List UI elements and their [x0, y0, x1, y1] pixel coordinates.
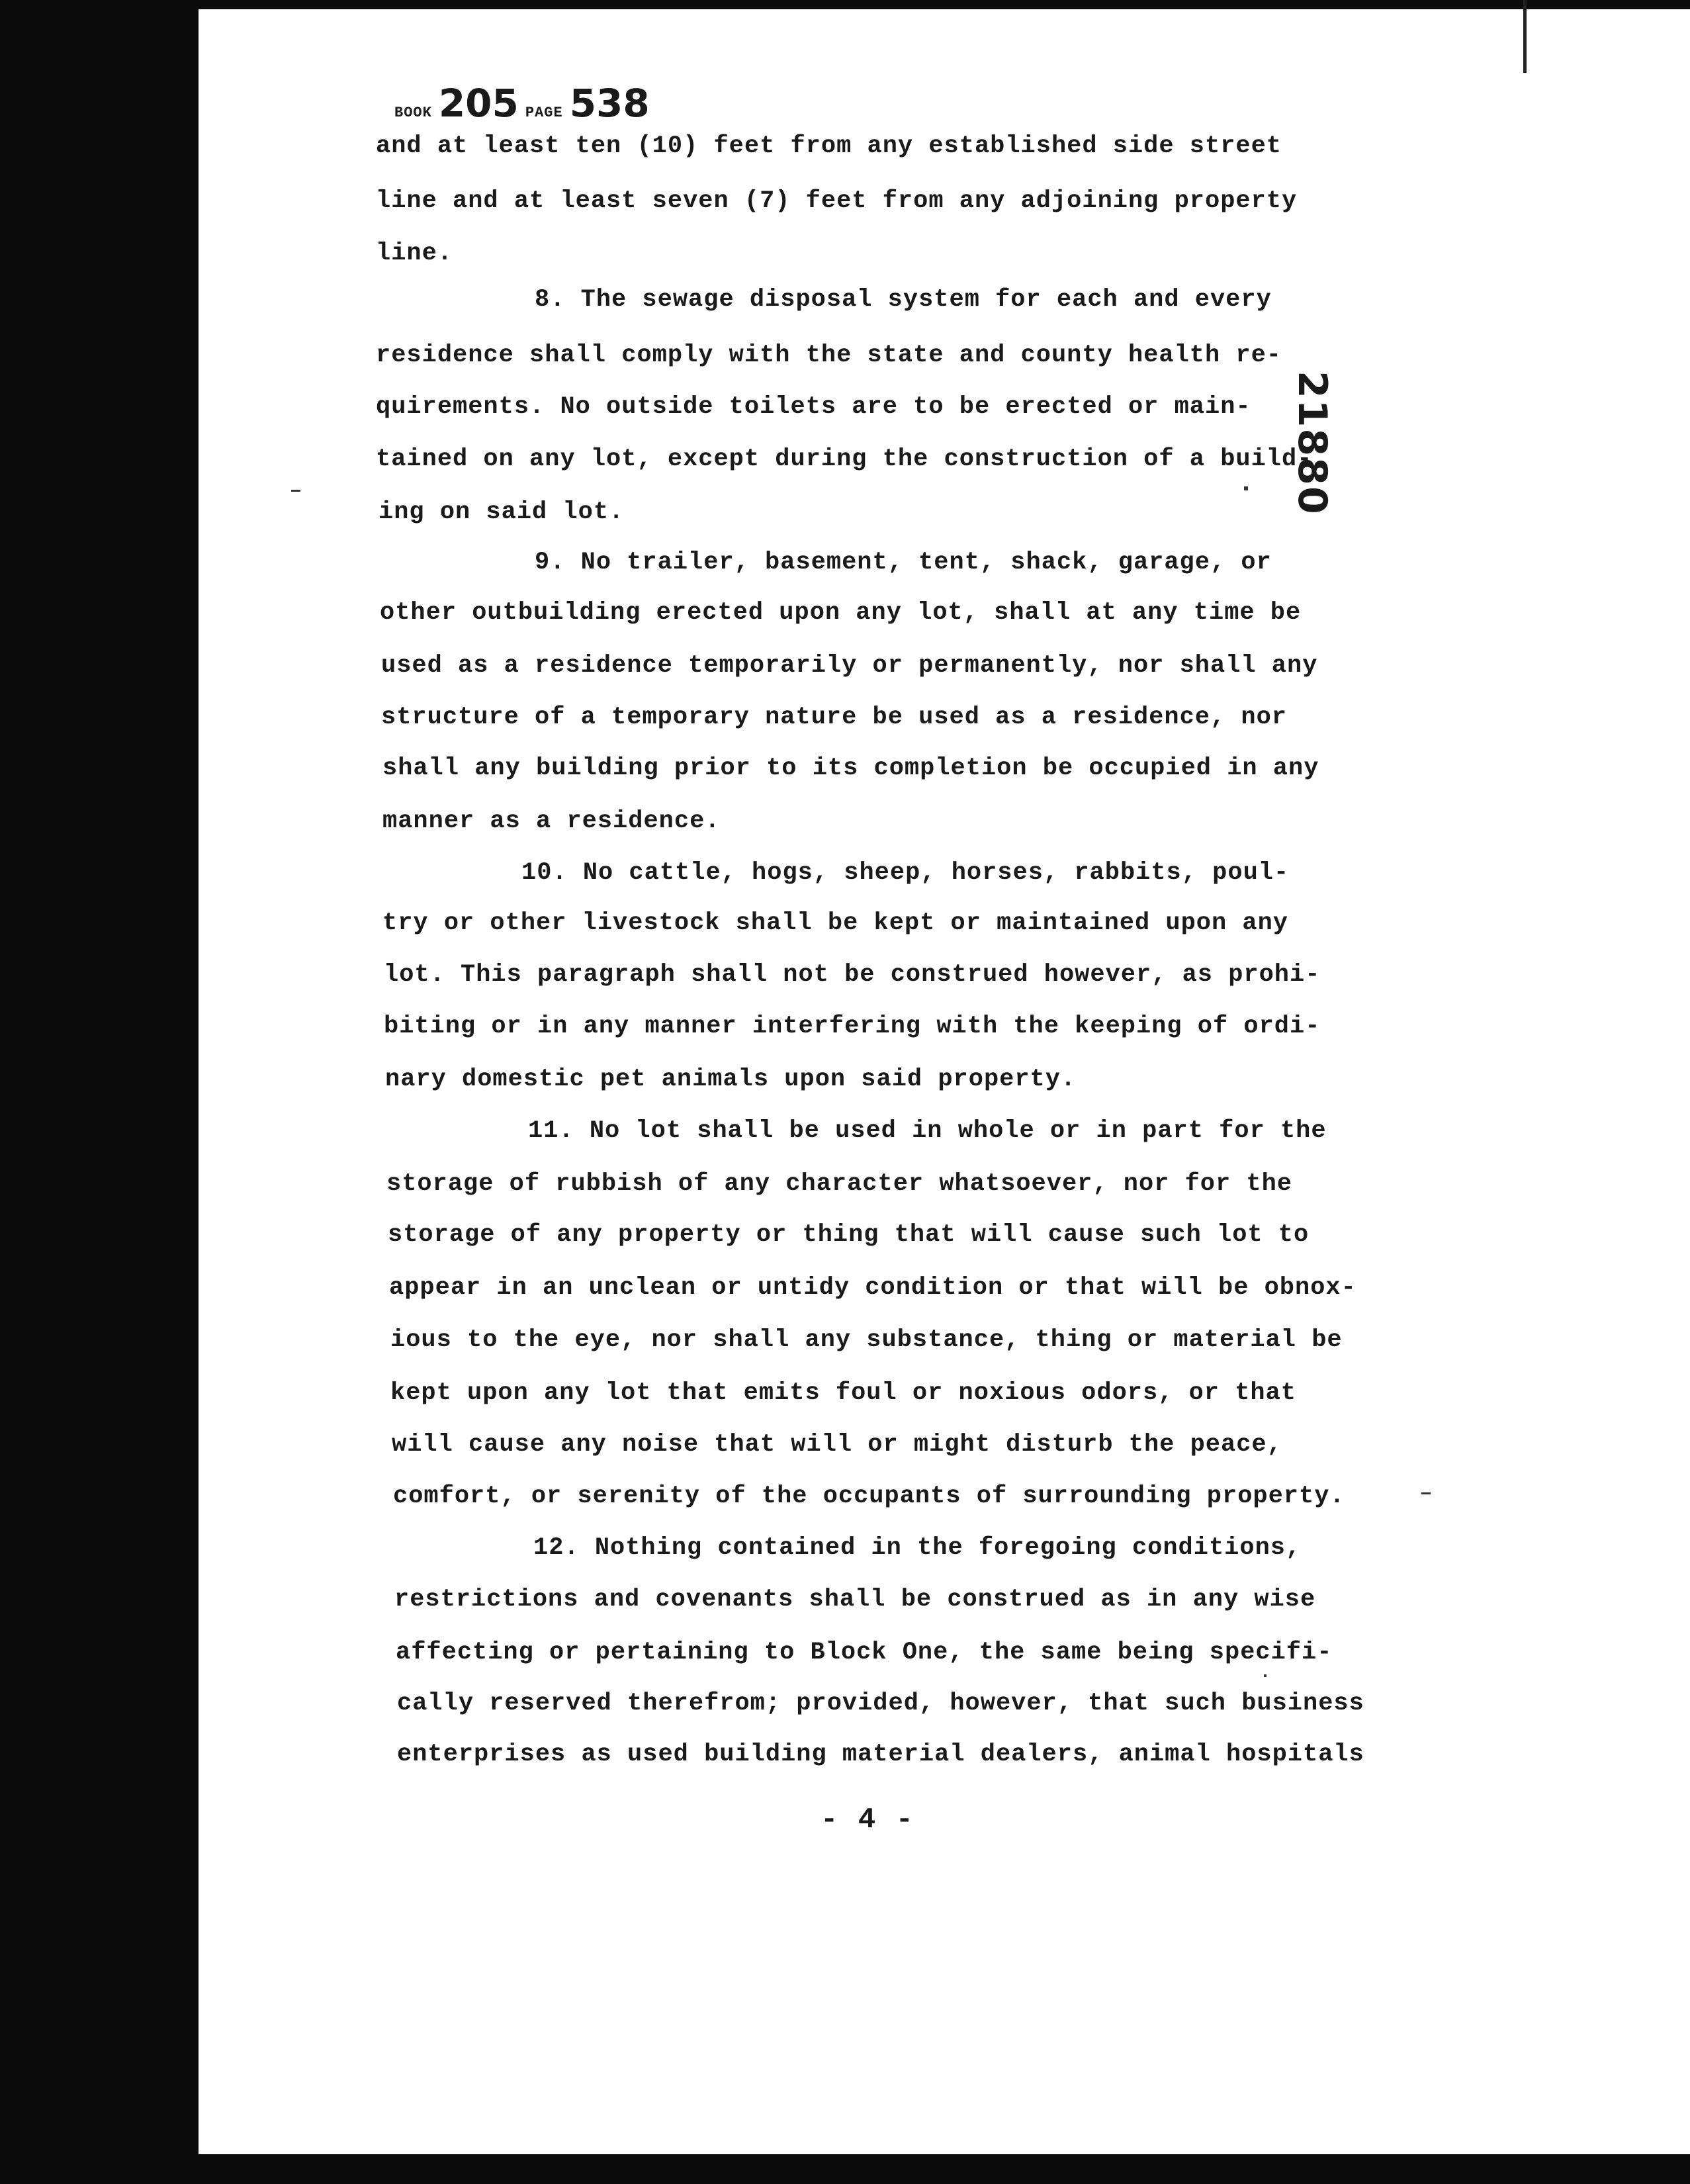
text-line: other outbuilding erected upon any lot, shall at any time be	[380, 599, 1302, 627]
text-line: 10. No cattle, hogs, sheep, horses, rabbits, poul-	[521, 859, 1290, 887]
scan-speck	[1244, 486, 1248, 490]
scan-speck	[291, 490, 300, 492]
text-line: used as a residence temporarily or permanently, nor shall any	[381, 652, 1318, 680]
text-line: will cause any noise that will or might disturb the peace,	[392, 1431, 1282, 1459]
scan-border-top	[0, 0, 1690, 9]
text-line: 12. Nothing contained in the foregoing conditions,	[533, 1534, 1302, 1562]
text-line: biting or in any manner interfering with the keeping of ordi-	[384, 1013, 1321, 1040]
text-line: lot. This paragraph shall not be construed however, as prohi-	[384, 961, 1321, 989]
text-line: comfort, or serenity of the occupants of surrounding property.	[393, 1482, 1345, 1510]
text-line: manner as a residence.	[382, 807, 721, 835]
text-line: try or other livestock shall be kept or maintained upon any	[382, 909, 1289, 937]
scan-border-left	[0, 0, 199, 2184]
text-line: shall any building prior to its completion be occupied in any	[382, 754, 1319, 782]
text-line: appear in an unclean or untidy condition or that will be obnox-	[389, 1274, 1356, 1302]
text-line: restrictions and covenants shall be construed as in any wise	[394, 1586, 1316, 1614]
text-line: ing on said lot.	[378, 498, 625, 526]
text-line: storage of rubbish of any character whatsoever, nor for the	[386, 1170, 1293, 1198]
page-number: - 4 -	[821, 1803, 915, 1837]
text-line: storage of any property or thing that will cause such lot to	[388, 1221, 1310, 1249]
text-line: tained on any lot, except during the construction of a build-	[376, 445, 1313, 473]
text-line: enterprises as used building material dealers, animal hospitals	[397, 1741, 1364, 1768]
text-line: structure of a temporary nature be used as a residence, nor	[381, 704, 1288, 731]
text-line: nary domestic pet animals upon said property.	[385, 1066, 1077, 1093]
text-line: residence shall comply with the state and county health re-	[376, 341, 1282, 369]
scan-speck	[1264, 1674, 1267, 1677]
text-line: kept upon any lot that emits foul or noxious odors, or that	[390, 1379, 1297, 1407]
text-line: and at least ten (10) feet from any established side street	[376, 132, 1282, 160]
text-line: line and at least seven (7) feet from any adjoining property	[376, 187, 1298, 215]
text-line: 8. The sewage disposal system for each and every	[535, 286, 1272, 314]
scan-speck	[1421, 1492, 1431, 1494]
text-line: cally reserved therefrom; provided, however, that such business	[397, 1690, 1364, 1717]
book-page-number: 538	[569, 81, 650, 126]
margin-rule	[1523, 0, 1527, 73]
text-line: ious to the eye, nor shall any substance, thing or material be	[390, 1326, 1343, 1354]
page-label: PAGE	[525, 105, 563, 121]
text-line: 9. No trailer, basement, tent, shack, garage, or	[535, 549, 1272, 576]
recording-number: 21880	[1289, 371, 1335, 516]
book-label: BOOK	[394, 105, 432, 121]
scan-border-bottom	[0, 2154, 1690, 2184]
book-number: 205	[438, 81, 519, 126]
text-line: line.	[376, 240, 453, 267]
text-line: quirements. No outside toilets are to be erected or main-	[376, 393, 1251, 421]
text-line: 11. No lot shall be used in whole or in part for the	[528, 1117, 1327, 1145]
book-page-header	[394, 81, 656, 126]
text-line: affecting or pertaining to Block One, the same being specifi-	[396, 1639, 1333, 1666]
